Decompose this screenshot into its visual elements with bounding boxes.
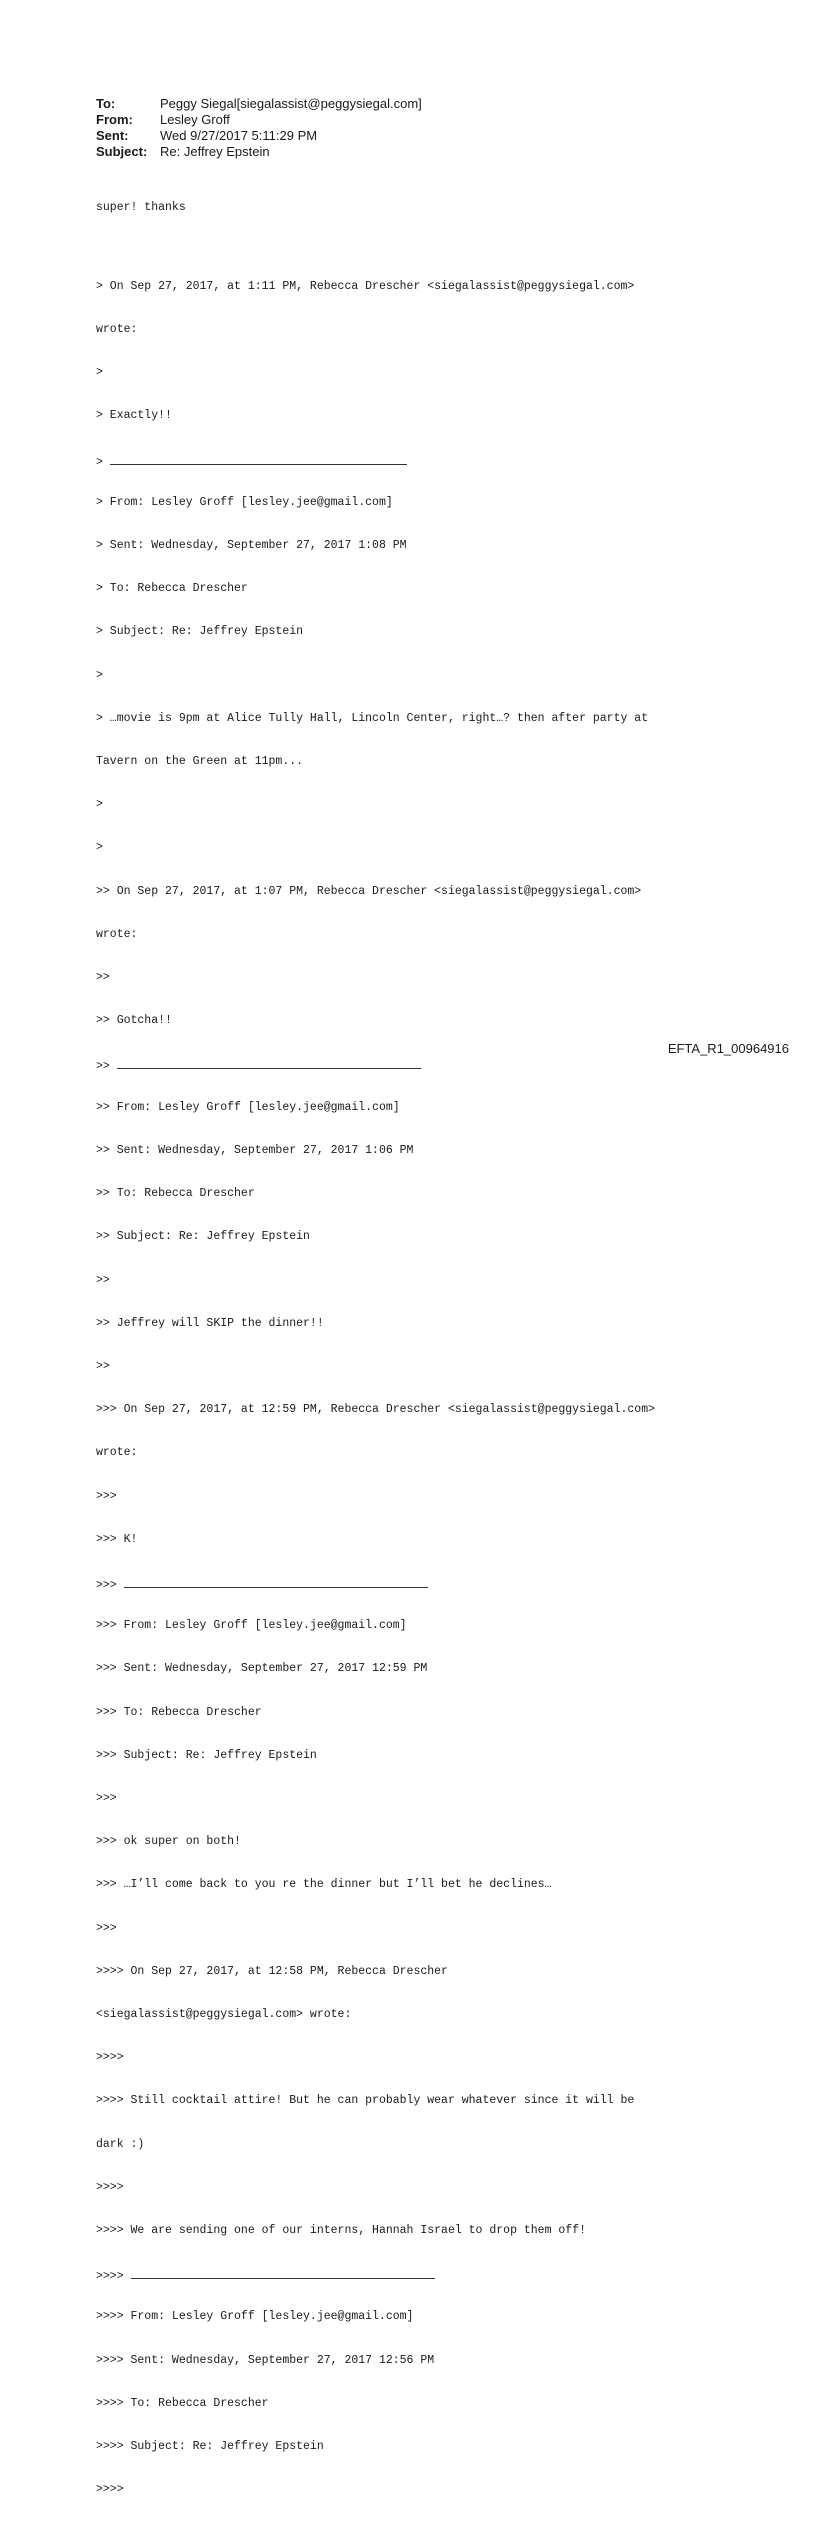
- quote-line: >>>> Subject: Re: Jeffrey Epstein: [96, 2439, 324, 2453]
- quote-line: wrote:: [96, 1446, 138, 1460]
- separator-rule: [117, 1057, 421, 1069]
- email-header: [96, 96, 422, 160]
- quote-line: >> Subject: Re: Jeffrey Epstein: [96, 1230, 310, 1244]
- separator-rule: [124, 1576, 428, 1588]
- quote-line: > Sent: Wednesday, September 27, 2017 1:08 PM: [96, 539, 407, 553]
- sent-value: Wed 9/27/2017 5:11:29 PM: [160, 128, 318, 143]
- quote-line: >>>>: [96, 2483, 124, 2497]
- quote-prefix: >>>>: [96, 2270, 131, 2284]
- quote-line: <siegalassist@peggysiegal.com> wrote:: [96, 2007, 352, 2021]
- quote-separator-line: [96, 453, 796, 467]
- quote-line: >> To: Rebecca Drescher: [96, 1187, 255, 1201]
- separator-rule: [110, 453, 407, 465]
- quote-prefix: >>: [96, 1060, 117, 1074]
- quote-line: >> Sent: Wednesday, September 27, 2017 1:06 PM: [96, 1143, 414, 1157]
- quote-line: >>: [96, 971, 110, 985]
- quote-line: >>>> From: Lesley Groff [lesley.jee@gmail.com]: [96, 2310, 414, 2324]
- quote-line: >>> ok super on both!: [96, 1835, 241, 1849]
- from-value: Lesley Groff: [160, 112, 230, 127]
- quote-line: >> From: Lesley Groff [lesley.jee@gmail.com]: [96, 1100, 400, 1114]
- quote-line: >> On Sep 27, 2017, at 1:07 PM, Rebecca Drescher <siegalassist@peggysiegal.com>: [96, 884, 642, 898]
- separator-rule: [131, 2267, 435, 2279]
- quote-separator-line: [96, 2267, 796, 2284]
- quote-line: wrote:: [96, 323, 138, 337]
- quote-line: >>> On Sep 27, 2017, at 12:59 PM, Rebecca Drescher <siegalassist@peggysiegal.com>: [96, 1403, 655, 1417]
- quote-line: >: [96, 798, 103, 812]
- quote-line: >>> Subject: Re: Jeffrey Epstein: [96, 1748, 317, 1762]
- quote-line: >>>> Sent: Wednesday, September 27, 2017 12:56 PM: [96, 2353, 435, 2367]
- quote-line: >>> From: Lesley Groff [lesley.jee@gmail.com]: [96, 1619, 407, 1633]
- quote-line: > Exactly!!: [96, 409, 172, 423]
- quote-line: >>>>: [96, 2051, 124, 2065]
- quote-line: >>: [96, 1273, 110, 1287]
- quote-line: > From: Lesley Groff [lesley.jee@gmail.com]: [96, 495, 393, 509]
- header-subject-row: [96, 144, 422, 160]
- quote-line: >>> Sent: Wednesday, September 27, 2017 12:59 PM: [96, 1662, 428, 1676]
- quote-line: >>>>: [96, 2180, 124, 2194]
- quote-line: >: [96, 841, 103, 855]
- quote-line: >>>> On Sep 27, 2017, at 12:58 PM, Rebecca Drescher: [96, 1964, 448, 1978]
- to-value: Peggy Siegal[siegalassist@peggysiegal.com]: [160, 96, 422, 111]
- header-from-row: [96, 112, 422, 128]
- paragraph-gap: [96, 244, 796, 251]
- document-id: EFTA_R1_00964916: [667, 1041, 789, 1056]
- quote-line: >>>> We are sending one of our interns, Hannah Israel to drop them off!: [96, 2223, 586, 2237]
- body-line: super! thanks: [96, 200, 186, 214]
- quote-line: >>> K!: [96, 1532, 138, 1546]
- quote-line: >: [96, 668, 103, 682]
- quote-line: >>>> Still cocktail attire! But he can probably wear whatever since it will be: [96, 2094, 635, 2108]
- quote-line: >: [96, 366, 103, 380]
- quote-line: wrote:: [96, 927, 138, 941]
- quote-line: >>: [96, 1359, 110, 1373]
- quote-separator-line: [96, 1057, 796, 1074]
- quote-line: >>> …I’ll come back to you re the dinner but I’ll bet he declines…: [96, 1878, 552, 1892]
- email-body: [96, 172, 796, 2526]
- quote-line: >> Gotcha!!: [96, 1014, 172, 1028]
- from-label: From:: [96, 112, 133, 127]
- quote-line: Tavern on the Green at 11pm...: [96, 755, 304, 769]
- to-label: To:: [96, 96, 116, 111]
- quote-line: >>>: [96, 1791, 117, 1805]
- quote-line: >>> To: Rebecca Drescher: [96, 1705, 262, 1719]
- header-to-row: [96, 96, 422, 112]
- subject-label: Subject:: [96, 144, 148, 159]
- header-sent-row: [96, 128, 422, 144]
- quote-line: > …movie is 9pm at Alice Tully Hall, Lincoln Center, right…? then after party at: [96, 711, 649, 725]
- quote-prefix: >: [96, 455, 110, 469]
- quote-line: >>>> To: Rebecca Drescher: [96, 2396, 269, 2410]
- quote-line: > On Sep 27, 2017, at 1:11 PM, Rebecca Drescher <siegalassist@peggysiegal.com>: [96, 279, 635, 293]
- sent-label: Sent:: [96, 128, 129, 143]
- quote-line: > Subject: Re: Jeffrey Epstein: [96, 625, 304, 639]
- quote-line: >>>: [96, 1921, 117, 1935]
- quote-separator-line: [96, 1576, 796, 1590]
- quote-line: >> Jeffrey will SKIP the dinner!!: [96, 1316, 324, 1330]
- quote-prefix: >>>: [96, 1578, 124, 1592]
- quote-line: >>>: [96, 1489, 117, 1503]
- subject-value: Re: Jeffrey Epstein: [160, 144, 270, 159]
- quote-line: > To: Rebecca Drescher: [96, 582, 248, 596]
- quote-line: dark :): [96, 2137, 145, 2151]
